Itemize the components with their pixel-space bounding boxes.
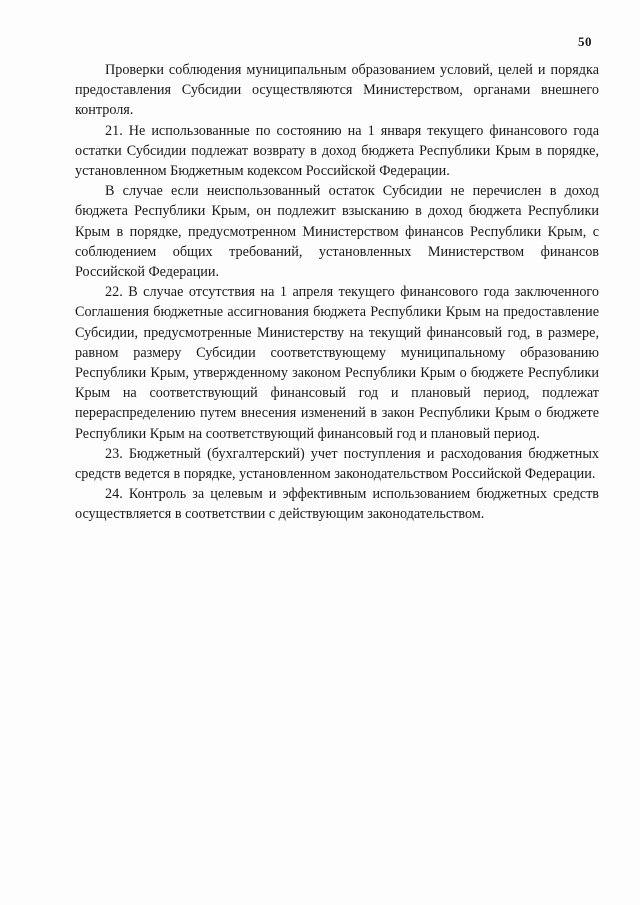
paragraph-21: 21. Не использованные по состоянию на 1 января текущего финансового года остатки Субсидии подлежат возврату в доход бюджета Республики Крым в порядке, установленном Бюджетным кодексом Российской Федерации. [75,122,599,180]
paragraph-inspections: Проверки соблюдения муниципальным образованием условий, целей и порядка предоставления Субсидии осуществляются Министерством, органами внешнего контроля. [75,62,599,119]
paragraph-22: 22. В случае отсутствия на 1 апреля текущего финансового года заключенного Соглашения бюджетные ассигнования бюджета Республики Крым на предоставление Субсидии, предусмотренные Министерству на текущий финансовый год, в размере, равном размеру Субсидии соответствующему муниципальному образованию Республики Крым, утвержденному законом Республики Крым о бюджете Республики Крым на соответствующий финансовый год и плановый период, подлежат перераспределению путем внесения изменений в закон Республики Крым о бюджете Республики Крым на соответствующий финансовый год и плановый период. [75,284,599,442]
page-number: 50 [578,34,592,49]
document-body [75,60,599,525]
paragraph-23: 23. Бюджетный (бухгалтерский) учет поступления и расходования бюджетных средств ведется в порядке, установленном законодательством Российской Федерации. [75,445,599,483]
paragraph-21-recovery: В случае если неиспользованный остаток Субсидии не перечислен в доход бюджета Республики Крым, он подлежит взысканию в доход бюджета Республики Крым в порядке, предусмотренном Министерством финансов Республики Крым, с соблюдением общих требований, установленных Министерством финансов Российской Федерации. [75,183,599,281]
paragraph-24: 24. Контроль за целевым и эффективным использованием бюджетных средств осуществляется в соответствии с действующим законодательством. [75,486,599,523]
